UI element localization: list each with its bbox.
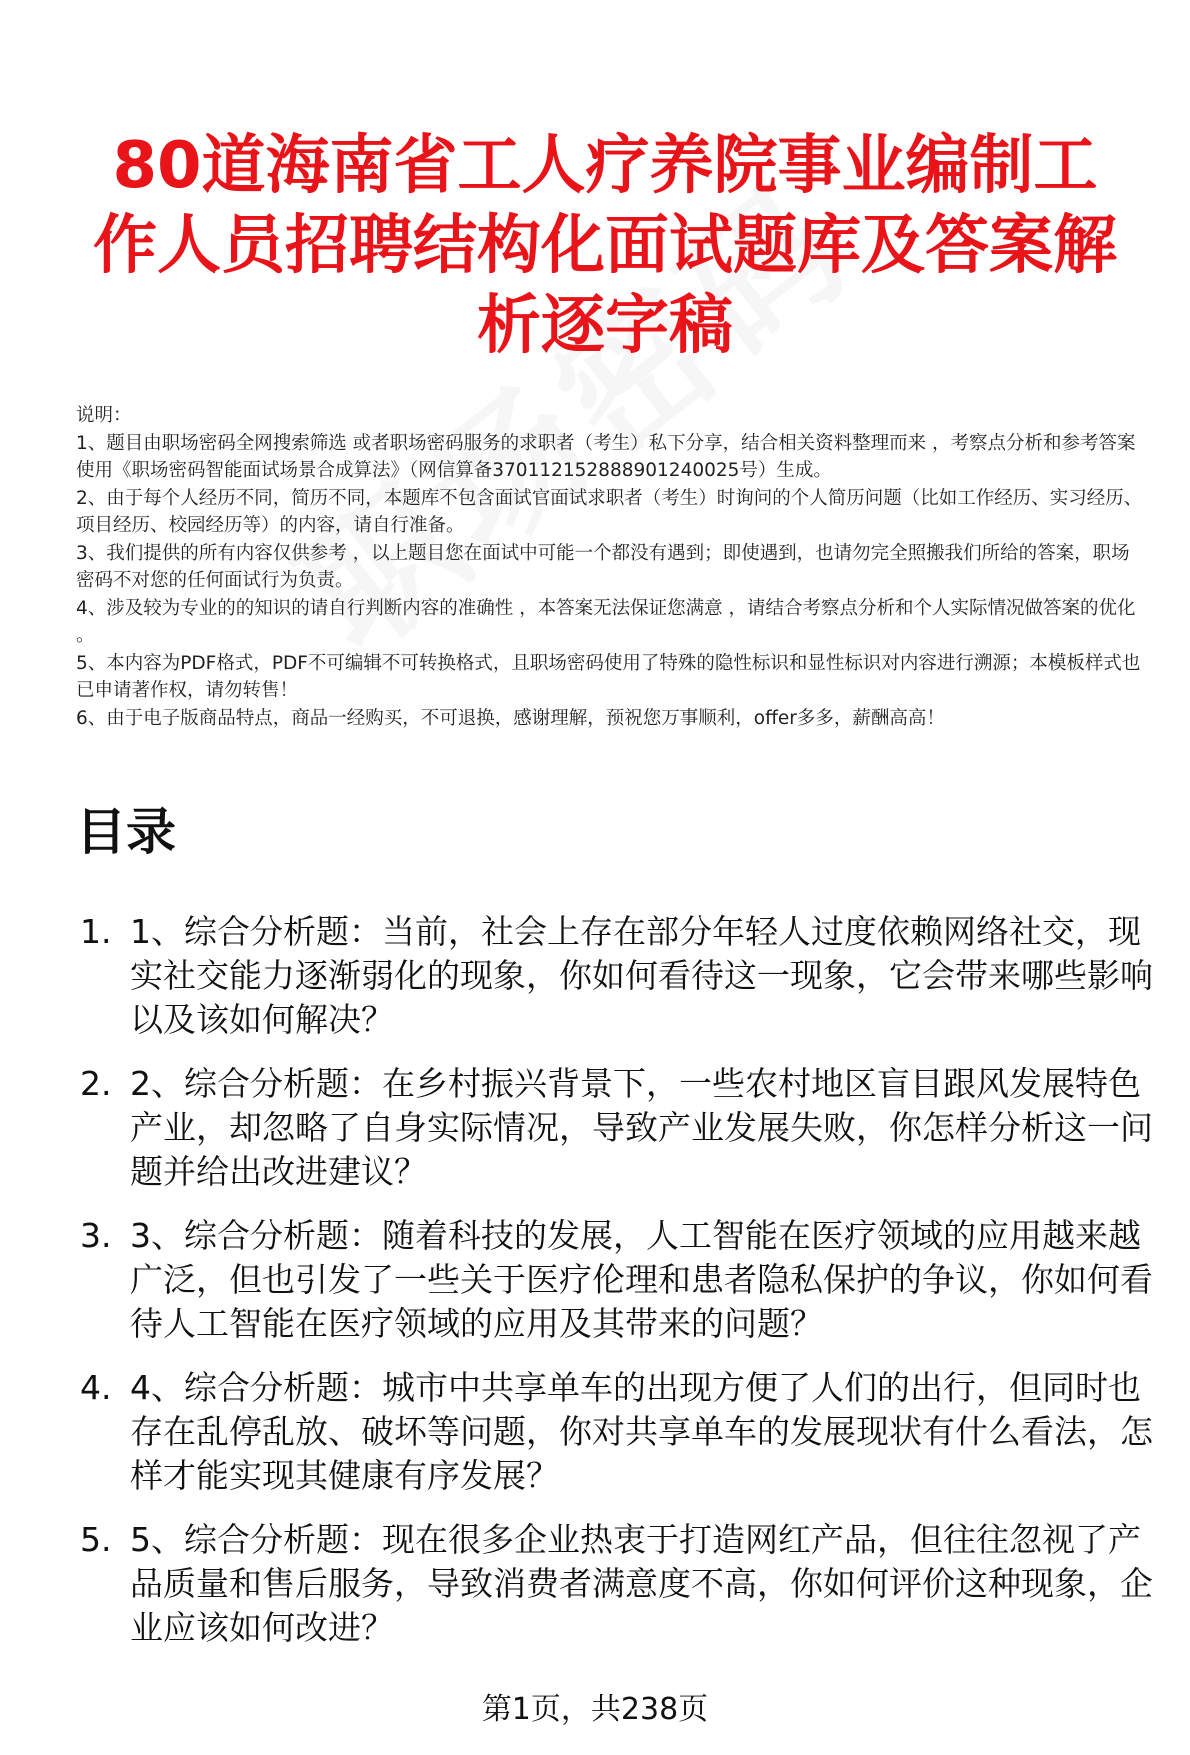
notes-item: 3、我们提供的所有内容仅供参考 ，以上题目您在面试中可能一个都没有遇到；即使遇到，也请勿完全照搬我们所给的答案，职场密码不对您的任何面试行为负责。 (76, 542, 1130, 591)
toc-heading: 目录 (76, 803, 176, 861)
toc-item-text: 3、综合分析题：随着科技的发展，人工智能在医疗领域的应用越来越广泛，但也引发了一些关于医疗伦理和患者隐私保护的争议，你如何看待人工智能在医疗领域的应用及其带来的问题？ (130, 1216, 1153, 1343)
notes-item: 5、本内容为PDF格式，PDF不可编辑不可转换格式，且职场密码使用了特殊的隐性标识和显性标识对内容进行溯源；本模板样式也已申请著作权，请勿转售！ (76, 652, 1141, 701)
toc-item[interactable] (76, 1518, 1166, 1650)
document-title: 80道海南省工人疗养院事业编制工作人员招聘结构化面试题库及答案解析逐字稿 (93, 129, 1117, 363)
toc-item-number: 4. (80, 1368, 112, 1407)
toc-item[interactable] (76, 1366, 1166, 1498)
notes-item: 1、题目由职场密码全网搜索筛选 或者职场密码服务的求职者（考生）私下分享，结合相关资料整理而来 ，考察点分析和参考答案使用《职场密码智能面试场景合成算法》（网信算备370112152888901240025号）生成。 (76, 432, 1136, 481)
toc-item-text: 4、综合分析题：城市中共享单车的出现方便了人们的出行，但同时也存在乱停乱放、破坏等问题，你对共享单车的发展现状有什么看法，怎样才能实现其健康有序发展？ (130, 1368, 1153, 1495)
toc-item-number: 2. (80, 1064, 112, 1103)
notes-item: 2、由于每个人经历不同，简历不同，本题库不包含面试官面试求职者（考生）时询问的个人简历问题（比如工作经历、实习经历、项目经历、校园经历等）的内容，请自行准备。 (76, 487, 1143, 536)
toc-item-text: 5、综合分析题：现在很多企业热衷于打造网红产品，但往往忽视了产品质量和售后服务，导致消费者满意度不高，你如何评价这种现象，企业应该如何改进？ (130, 1520, 1153, 1647)
toc-item[interactable] (76, 1214, 1166, 1346)
page-footer: 第1页，共238页 (481, 1692, 709, 1727)
toc-list (76, 910, 1166, 1670)
toc-item-text: 2、综合分析题：在乡村振兴背景下，一些农村地区盲目跟风发展特色产业，却忽略了自身实际情况，导致产业发展失败，你怎样分析这一问题并给出改进建议？ (130, 1064, 1153, 1191)
toc-item[interactable] (76, 910, 1166, 1042)
toc-item-number: 5. (80, 1520, 112, 1559)
notes-section (76, 402, 1148, 732)
toc-item[interactable] (76, 1062, 1166, 1194)
notes-item: 4、涉及较为专业的的知识的请自行判断内容的准确性 ，本答案无法保证您满意 ，请结合考察点分析和个人实际情况做答案的优化 。 (76, 597, 1136, 646)
notes-heading: 说明： (76, 405, 132, 426)
toc-item-number: 1. (80, 912, 112, 951)
toc-item-text: 1、综合分析题：当前，社会上存在部分年轻人过度依赖网络社交，现实社交能力逐渐弱化的现象，你如何看待这一现象，它会带来哪些影响以及该如何解决？ (130, 912, 1153, 1039)
notes-item: 6、由于电子版商品特点，商品一经购买，不可退换，感谢理解，预祝您万事顺利，offer多多，薪酬高高！ (76, 707, 945, 729)
toc-item-number: 3. (80, 1216, 112, 1255)
